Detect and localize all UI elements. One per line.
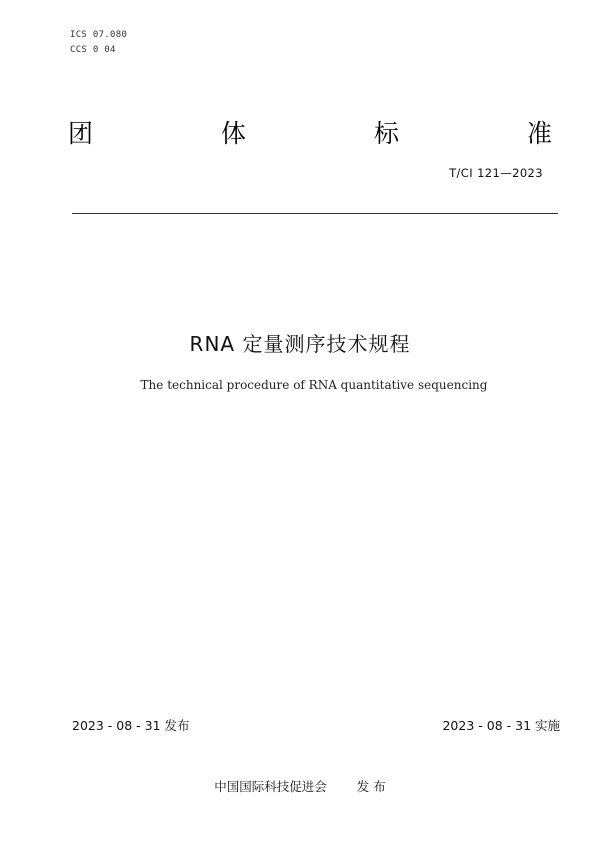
document-type-char: 准 [526, 119, 552, 148]
issuer-line [0, 777, 600, 795]
ccs-code: CCS 0 04 [70, 45, 116, 55]
effective-date: 2023 - 08 - 31 实施 [442, 718, 560, 733]
publish-date: 2023 - 08 - 31 发布 [72, 718, 190, 733]
ics-code: ICS 07.080 [70, 30, 128, 40]
document-type-char: 标 [373, 119, 399, 148]
document-type-char: 团 [68, 119, 94, 148]
standard-number: T/CI 121—2023 [449, 166, 543, 180]
document-type-heading [68, 114, 552, 150]
divider [72, 213, 558, 214]
issue-action: 发 布 [356, 779, 386, 794]
document-type-char: 体 [220, 119, 246, 148]
title-chinese: RNA 定量测序技术规程 [189, 332, 411, 356]
title-english: The technical procedure of RNA quantitative sequencing [140, 378, 488, 392]
issuer-name: 中国国际科技促进会 [214, 779, 327, 794]
